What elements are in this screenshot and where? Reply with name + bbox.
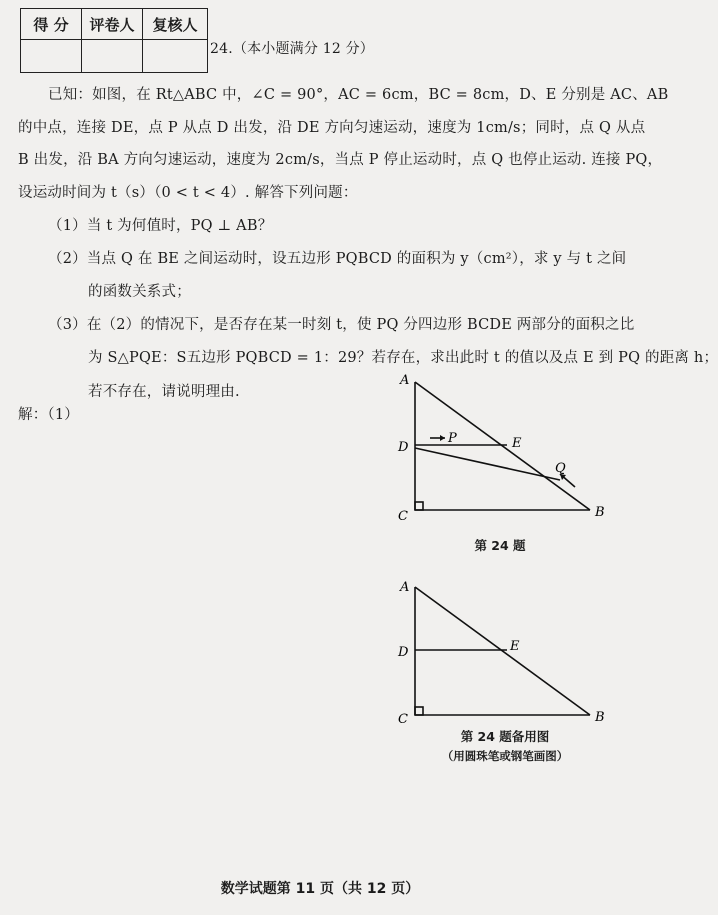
- answer-start: 解：（1）: [18, 407, 79, 423]
- stem-line-1: 已知：如图，在 Rt△ABC 中，∠C = 90°，AC = 6cm，BC = 8cm，D、E 分别是 AC、AB: [48, 87, 669, 103]
- label-d: D: [398, 440, 409, 455]
- backup-label-d: D: [398, 645, 409, 660]
- figure-24-backup: [390, 575, 620, 725]
- sub-question-3-end: 若不存在，请说明理由.: [88, 384, 240, 400]
- reviewer-header: 复核人: [143, 9, 208, 40]
- arrow-p-head: [440, 435, 445, 441]
- label-e: E: [512, 436, 522, 451]
- stem-line-4: 设运动时间为 t（s）（0 < t < 4）. 解答下列问题：: [18, 185, 358, 201]
- segment-ab: [415, 382, 590, 510]
- backup-label-b: B: [595, 710, 605, 725]
- sub-question-3-cont: 为 S△PQE：S五边形 PQBCD = 1：29？若存在，求出此时 t 的值以及点 E 到 PQ 的距离 h；: [88, 350, 718, 366]
- label-q: Q: [555, 461, 566, 476]
- right-angle-mark: [415, 502, 423, 510]
- figure-24-backup-note: （用圆珠笔或钢笔画图）: [441, 749, 569, 763]
- figure-24-backup-caption: 第 24 题备用图: [460, 729, 550, 744]
- score-cell[interactable]: [21, 40, 82, 73]
- backup-label-a: A: [400, 580, 410, 595]
- reviewer-cell[interactable]: [143, 40, 208, 73]
- backup-label-c: C: [398, 712, 408, 727]
- score-header: 得 分: [21, 9, 82, 40]
- figure-24-svg: [390, 370, 620, 530]
- grader-cell[interactable]: [82, 40, 143, 73]
- figure-24: [390, 370, 620, 530]
- sub-question-2-cont: 的函数关系式；: [88, 284, 191, 300]
- backup-label-e: E: [510, 639, 520, 654]
- figure-24-backup-svg: [390, 575, 620, 725]
- label-a: A: [400, 373, 410, 388]
- label-p: P: [448, 431, 457, 446]
- segment-pq: [415, 448, 560, 480]
- figure-24-caption: 第 24 题: [474, 538, 526, 553]
- question-title: 24.（本小题满分 12 分）: [210, 41, 374, 57]
- sub-question-1: （1）当 t 为何值时，PQ ⊥ AB？: [48, 218, 273, 234]
- grader-header: 评卷人: [82, 9, 143, 40]
- backup-segment-ab: [415, 587, 590, 715]
- label-b: B: [595, 505, 605, 520]
- stem-line-2: 的中点，连接 DE，点 P 从点 D 出发，沿 DE 方向匀速运动，速度为 1cm/s；同时，点 Q 从点: [18, 120, 646, 136]
- sub-question-2: （2）当点 Q 在 BE 之间运动时，设五边形 PQBCD 的面积为 y（cm²），求 y 与 t 之间: [48, 251, 627, 267]
- score-table: [20, 8, 208, 73]
- stem-line-3: B 出发，沿 BA 方向匀速运动，速度为 2cm/s，当点 P 停止运动时，点 Q 也停止运动. 连接 PQ，: [18, 152, 663, 168]
- label-c: C: [398, 509, 408, 524]
- page-footer: 数学试题第 11 页（共 12 页）: [220, 881, 420, 897]
- sub-question-3: （3）在（2）的情况下，是否存在某一时刻 t，使 PQ 分四边形 BCDE 两部分的面积之比: [48, 317, 635, 333]
- backup-right-angle-mark: [415, 707, 423, 715]
